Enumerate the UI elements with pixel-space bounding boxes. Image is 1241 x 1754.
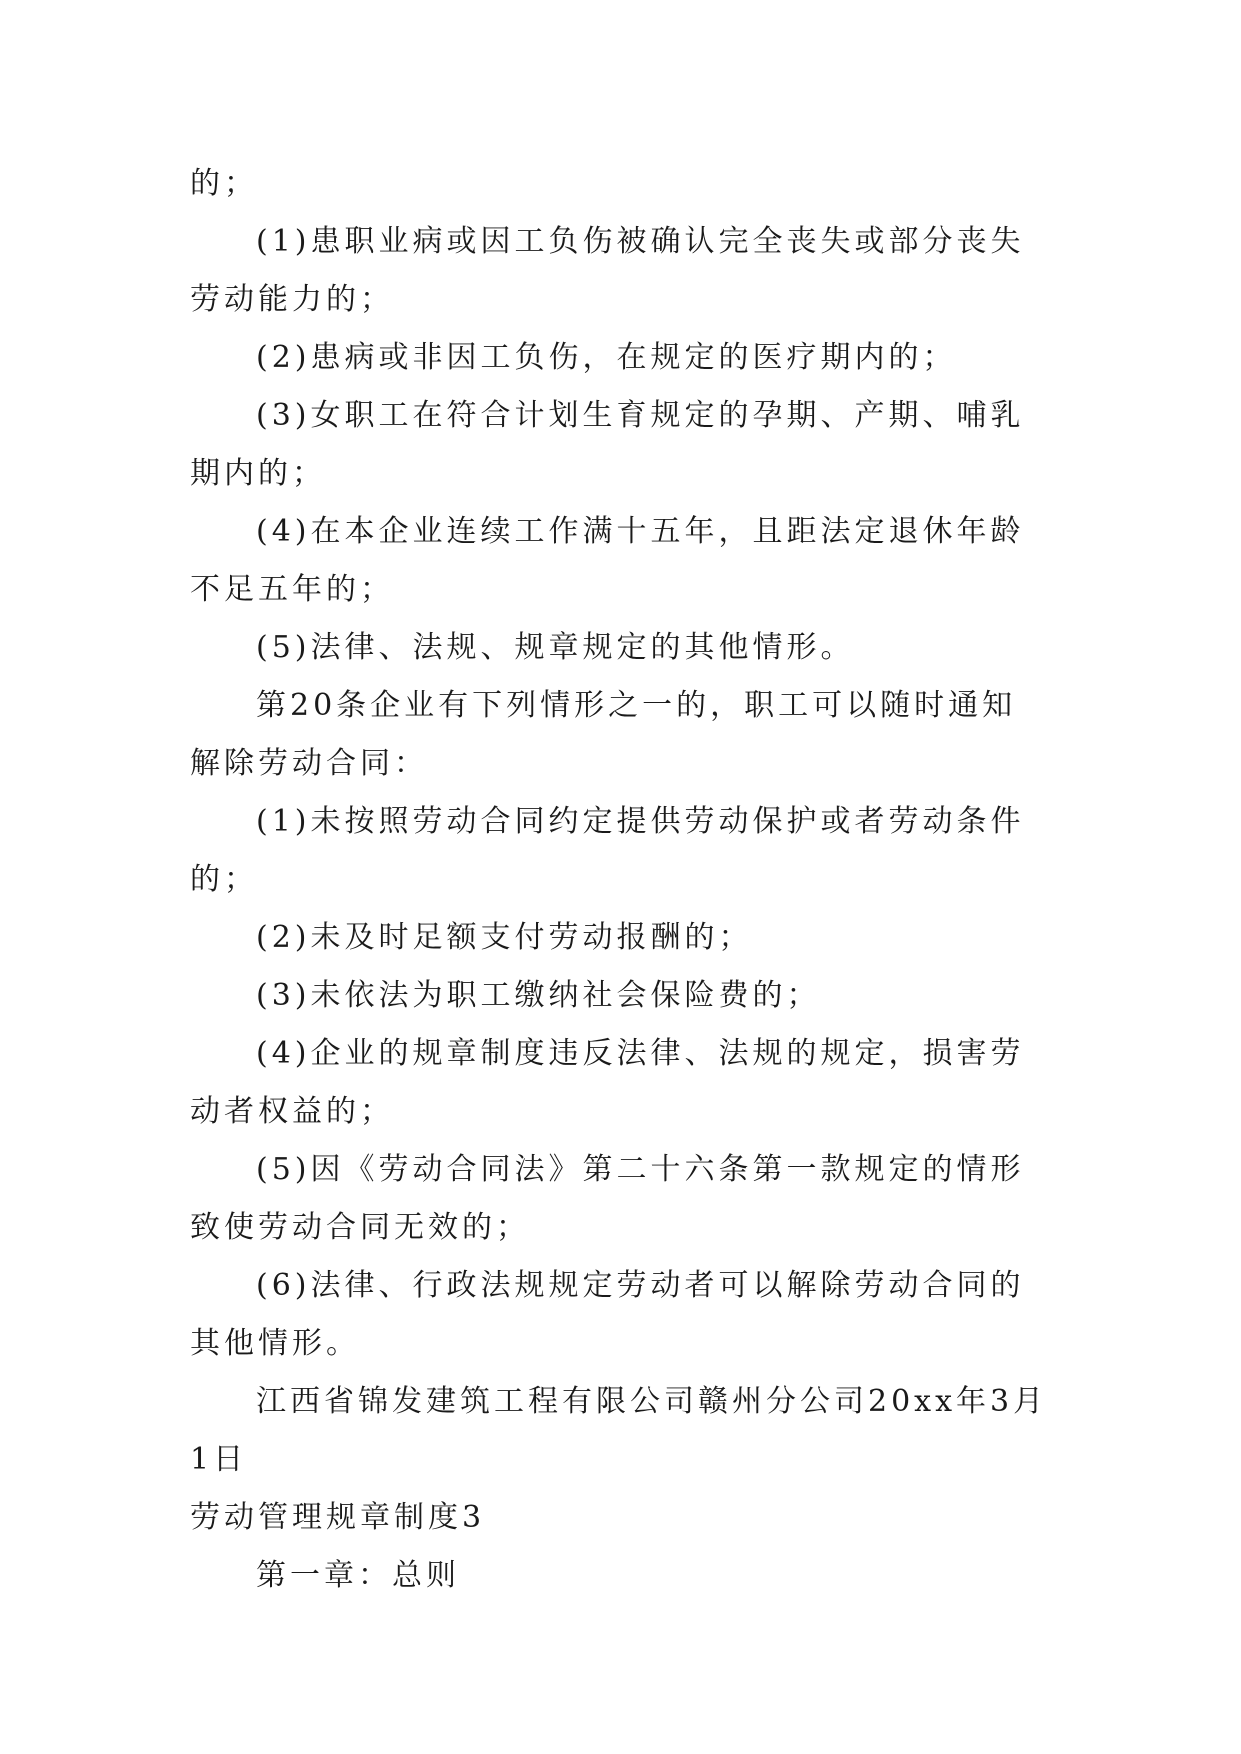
paragraph-item-3: (3)女职工在符合计划生育规定的孕期、产期、哺乳期内的； — [190, 398, 1025, 491]
article-20-item-4: (4)企业的规章制度违反法律、法规的规定，损害劳动者权益的； — [190, 1036, 1025, 1129]
paragraph-item-5: (5)法律、法规、规章规定的其他情形。 — [256, 630, 855, 665]
chapter-heading: 第一章：总则 — [256, 1558, 460, 1593]
article-20-item-6: (6)法律、行政法规规定劳动者可以解除劳动合同的其他情形。 — [190, 1268, 1025, 1361]
paragraph-item-4: (4)在本企业连续工作满十五年，且距法定退休年龄不足五年的； — [190, 514, 1025, 607]
document-body — [190, 155, 1050, 1605]
section-title: 劳动管理规章制度3 — [190, 1500, 486, 1535]
paragraph-continuation: 的； — [190, 166, 258, 201]
article-20-item-3: (3)未依法为职工缴纳社会保险费的； — [256, 978, 821, 1013]
article-20-item-5: (5)因《劳动合同法》第二十六条第一款规定的情形致使劳动合同无效的； — [190, 1152, 1025, 1245]
paragraph-item-1: (1)患职业病或因工负伤被确认完全丧失或部分丧失劳动能力的； — [190, 224, 1025, 317]
signature-line: 江西省锦发建筑工程有限公司赣州分公司20xx年3月1日 — [190, 1384, 1048, 1477]
paragraph-item-2: (2)患病或非因工负伤，在规定的医疗期内的； — [256, 340, 957, 375]
article-20-item-2: (2)未及时足额支付劳动报酬的； — [256, 920, 753, 955]
article-20-heading: 第20条企业有下列情形之一的，职工可以随时通知解除劳动合同： — [190, 688, 1017, 781]
article-20-item-1: (1)未按照劳动合同约定提供劳动保护或者劳动条件的； — [190, 804, 1025, 897]
